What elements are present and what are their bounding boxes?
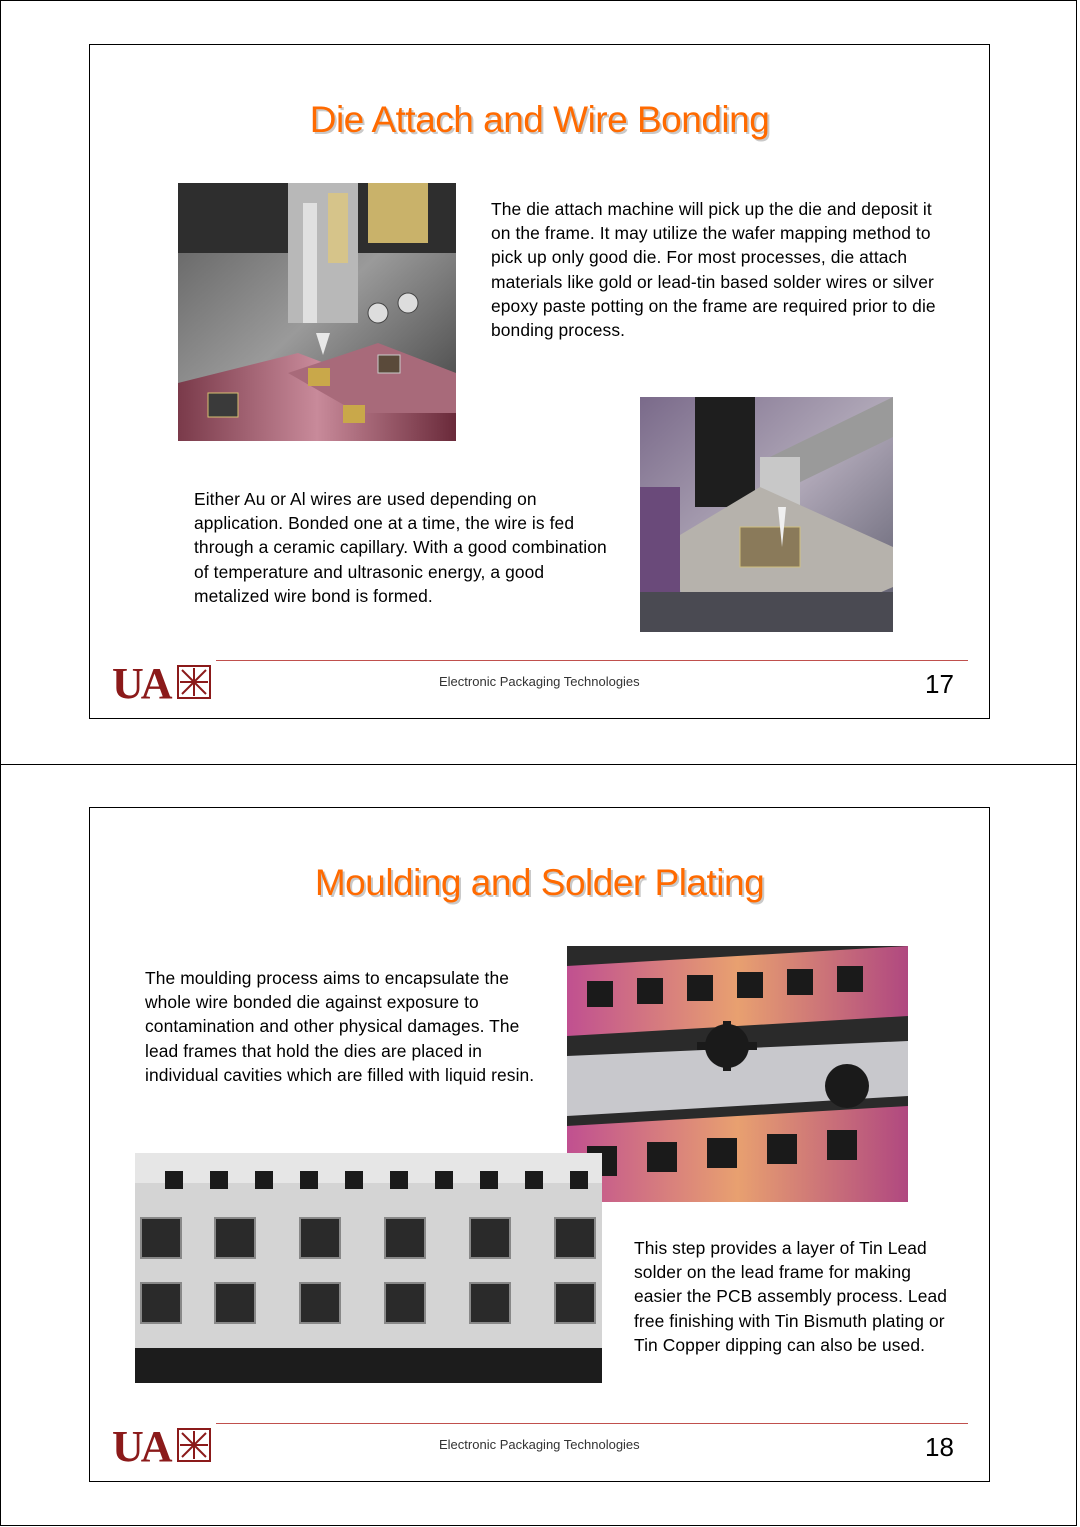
footer-divider xyxy=(216,660,968,661)
wire-bonding-paragraph: Either Au or Al wires are used depending on application. Bonded one at a time, the wire is fed through a ceramic capillary. With a good combination of temperature and ultrasonic energy, a good metalized wire bond is formed. xyxy=(194,489,607,606)
wire-bonding-photo xyxy=(640,397,893,632)
die-attach-paragraph: The die attach machine will pick up the die and deposit it on the frame. It may utilize the wafer mapping method to pick up only good die. For most processes, die attach materials like gold or lead-tin based solder wires or silver epoxy paste potting on the frame are required prior to die bonding process. xyxy=(491,199,936,341)
lead-frame-strip-photo xyxy=(135,1153,602,1383)
slide-18 xyxy=(89,807,990,1482)
uam-logo xyxy=(112,660,212,709)
slide-title: Moulding and Solder Plating xyxy=(314,862,765,903)
die-attach-machine-photo xyxy=(178,183,456,441)
footer-divider xyxy=(216,1423,968,1424)
solder-plating-paragraph: This step provides a layer of Tin Lead solder on the lead frame for making easier the PCB assembly process. Lead free finishing with Tin Bismuth plating or Tin Copper dipping can also be used. xyxy=(634,1238,948,1355)
page-number: 17 xyxy=(925,669,954,699)
uam-logo xyxy=(112,1423,212,1472)
moulding-photo xyxy=(567,946,908,1202)
svg-text:UA: UA xyxy=(112,1423,170,1467)
footer-title: Electronic Packaging Technologies xyxy=(439,674,640,689)
slide-title: Die Attach and Wire Bonding xyxy=(309,99,770,140)
page-number: 18 xyxy=(925,1432,954,1462)
slide-17 xyxy=(89,44,990,719)
svg-text:UA: UA xyxy=(112,660,170,704)
moulding-paragraph: The moulding process aims to encapsulate the whole wire bonded die against exposure to contamination and other physical damages. The lead frames that hold the dies are placed in individual cavities which are filled with liquid resin. xyxy=(145,968,535,1085)
footer-title: Electronic Packaging Technologies xyxy=(439,1437,640,1452)
